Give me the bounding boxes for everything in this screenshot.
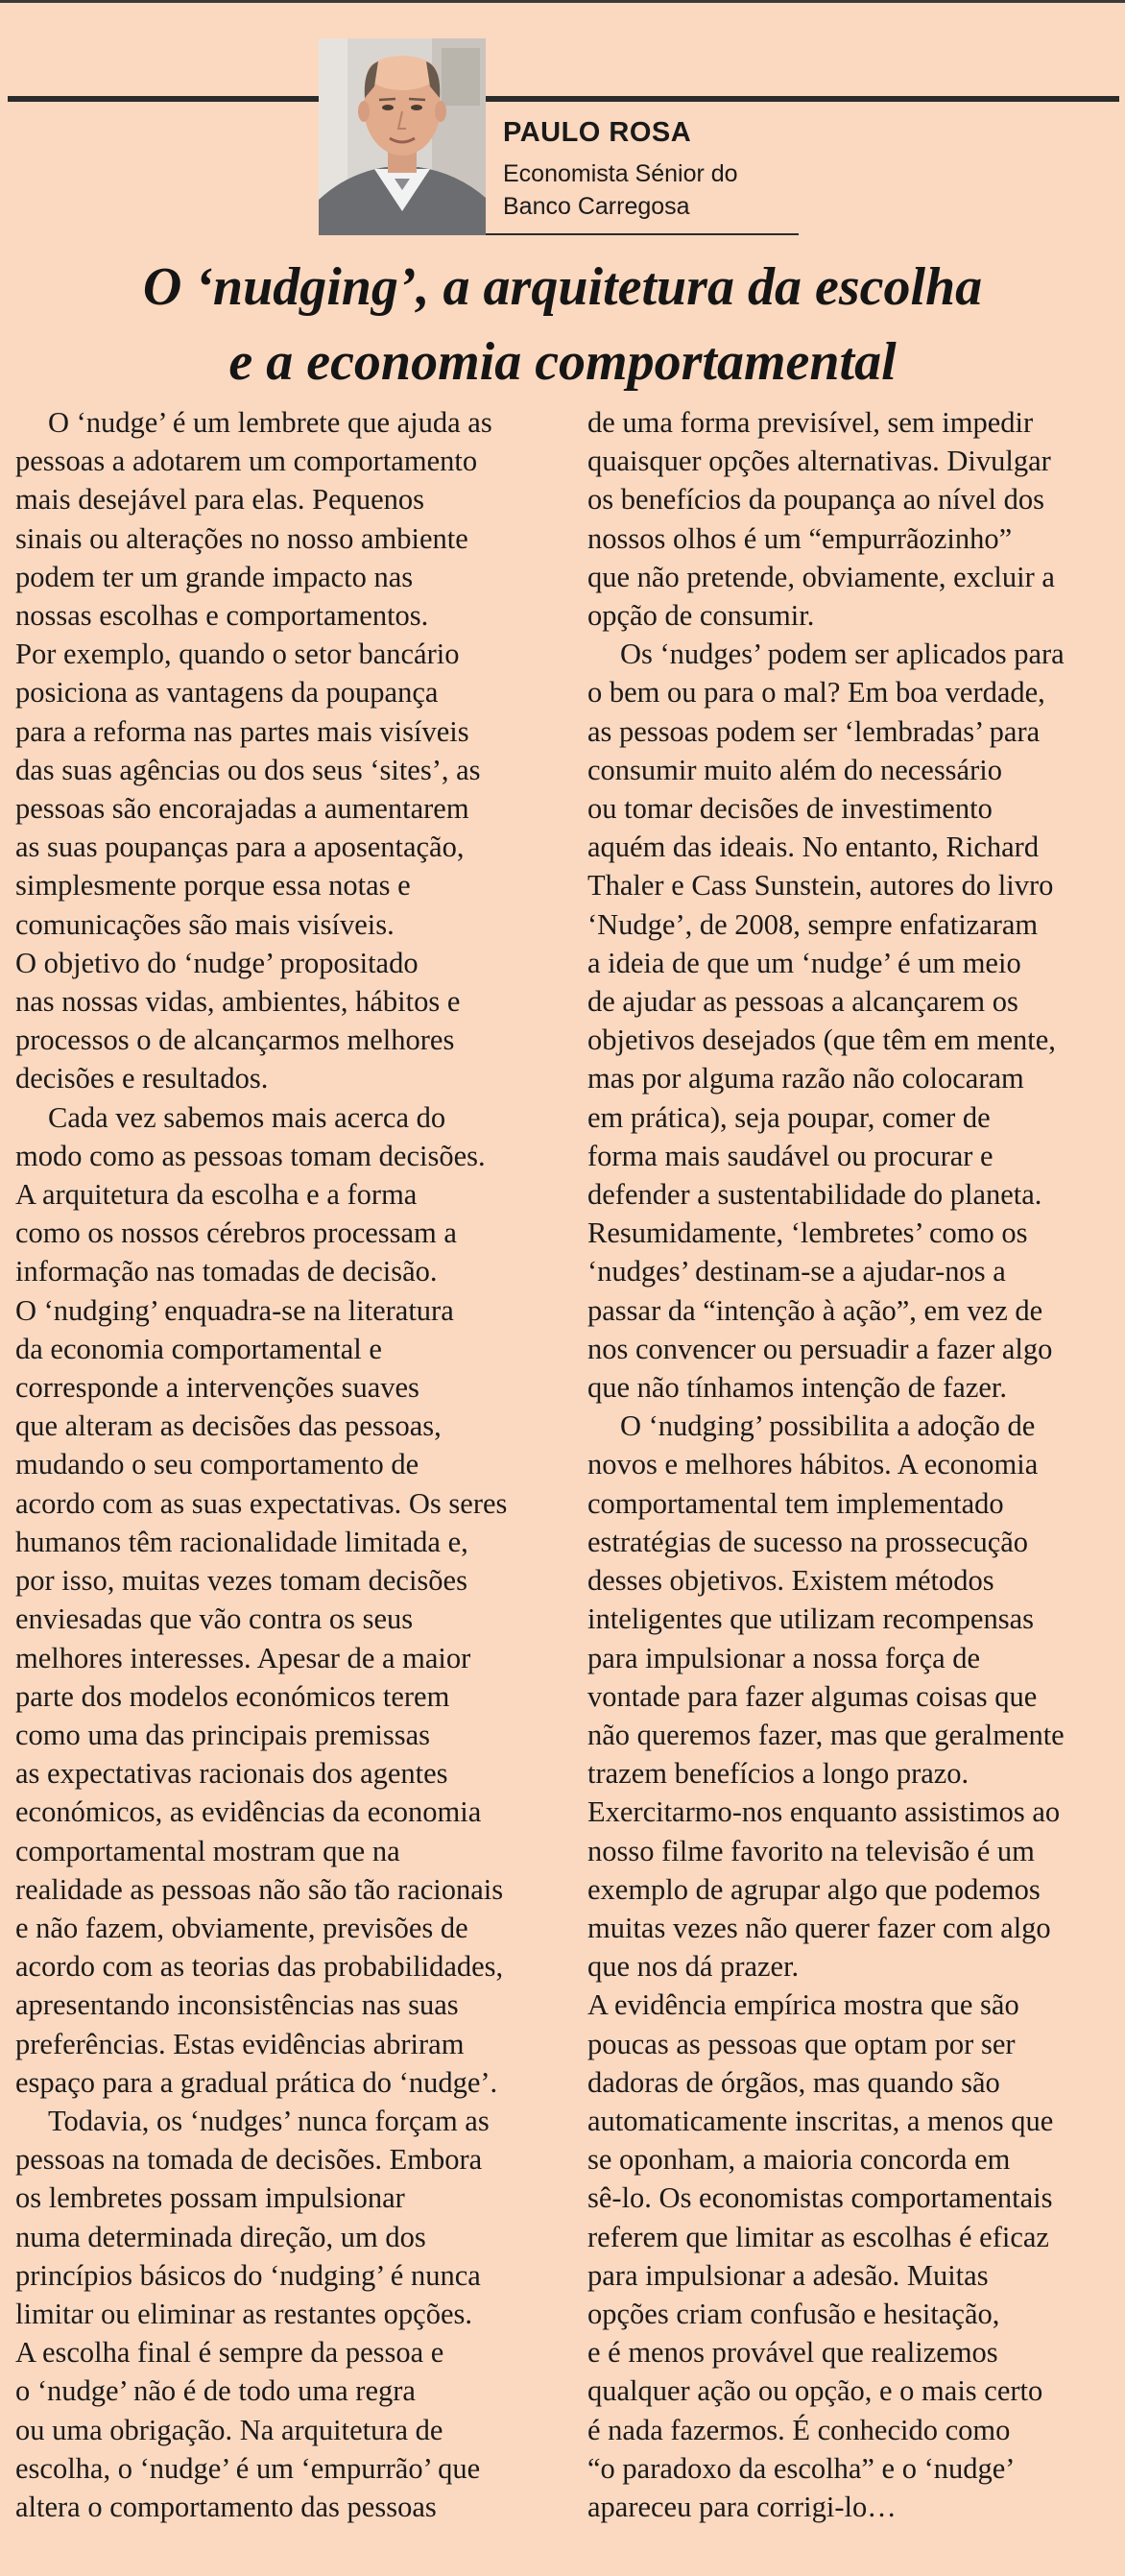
article-text-line: Cada vez sabemos mais acerca do: [48, 1100, 446, 1134]
header-rule: [8, 96, 1119, 102]
article-text-line: os lembretes possam impulsionar: [15, 2181, 405, 2215]
article-text-line: pessoas na tomada de decisões. Embora: [15, 2143, 483, 2177]
article-text-line: sinais ou alterações no nosso ambiente: [15, 521, 468, 555]
article-text-line: e não fazem, obviamente, previsões de: [15, 1911, 468, 1944]
article-text-line: das suas agências ou dos seus ‘sites’, as: [15, 753, 481, 786]
article-text-line: que alteram as decisões das pessoas,: [15, 1409, 442, 1443]
author-role-line-2: Banco Carregosa: [503, 193, 690, 220]
article-text-line: Todavia, os ‘nudges’ nunca forçam as: [48, 2104, 490, 2137]
article-text-line: como uma das principais premissas: [15, 1718, 430, 1751]
article-headline: [0, 250, 1125, 399]
article-text-line: O objetivo do ‘nudge’ propositado: [15, 946, 419, 979]
author-underline-rule: [486, 233, 799, 235]
article-text-line: informação nas tomadas de decisão.: [15, 1255, 438, 1288]
article-text-line: decisões e resultados.: [15, 1062, 269, 1095]
article-text-line: em prática), seja poupar, comer de: [587, 1100, 991, 1134]
article-text-line: O ‘nudge’ é um lembrete que ajuda as: [48, 406, 492, 439]
article-text-line: ‘Nudge’, de 2008, sempre enfatizaram: [587, 907, 1039, 941]
article-text-line: pessoas são encorajadas a aumentarem: [15, 792, 469, 826]
article-text-line: estratégias de sucesso na prossecução: [587, 1525, 1029, 1558]
article-text-line: defender a sustentabilidade do planeta.: [587, 1178, 1042, 1212]
article-text-line: ‘nudges’ destinam-se a ajudar-nos a: [587, 1255, 1006, 1288]
article-text-line: princípios básicos do ‘nudging’ é nunca: [15, 2258, 481, 2292]
article-text-line: apresentando inconsistências nas suas: [15, 1988, 459, 2022]
article-text-line: que não pretende, obviamente, excluir a: [587, 560, 1055, 593]
author-byline: [486, 104, 793, 234]
article-text-line: a ideia de que um ‘nudge’ é um meio: [587, 946, 1021, 979]
article-text-line: para impulsionar a adesão. Muitas: [587, 2258, 989, 2292]
article-text-line: vontade para fazer algumas coisas que: [587, 1679, 1038, 1713]
article-text-line: como os nossos cérebros processam a: [15, 1216, 457, 1250]
article-text-line: Thaler e Cass Sunstein, autores do livro: [587, 869, 1054, 903]
article-text-line: processos o de alcançarmos melhores: [15, 1023, 455, 1057]
article-text-line: enviesadas que vão contra os seus: [15, 1602, 414, 1636]
article-column-left: [15, 403, 553, 2526]
article-text-line: quaisquer opções alternativas. Divulgar: [587, 445, 1051, 478]
article-text-line: humanos têm racionalidade limitada e,: [15, 1525, 468, 1558]
article-text-line: automaticamente inscritas, a menos que: [587, 2104, 1054, 2137]
article-text-line: nosso filme favorito na televisão é um: [587, 1834, 1035, 1867]
article-text-line: passar da “intenção à ação”, em vez de: [587, 1293, 1043, 1327]
article-text-line: A evidência empírica mostra que são: [587, 1988, 1019, 2022]
article-text-line: aquém das ideais. No entanto, Richard: [587, 831, 1040, 864]
article-text-line: opções criam confusão e hesitação,: [587, 2297, 1000, 2330]
article-text-line: nos convencer ou persuadir a fazer algo: [587, 1332, 1053, 1365]
article-text-line: opção de consumir.: [587, 599, 815, 633]
article-text-line: o ‘nudge’ não é de todo uma regra: [15, 2374, 416, 2408]
article-text-line: comunicações são mais visíveis.: [15, 907, 395, 941]
article-text-line: corresponde a intervenções suaves: [15, 1371, 419, 1405]
headline-line-1: O ‘nudging’, a arquitetura da escolha: [142, 257, 983, 317]
article-text-line: espaço para a gradual prática do ‘nudge’.: [15, 2065, 498, 2099]
article-text-line: Os ‘nudges’ podem ser aplicados para: [620, 638, 1065, 671]
headline-line-2: e a economia comportamental: [228, 332, 897, 392]
article-text-line: objetivos desejados (que têm em mente,: [587, 1023, 1056, 1057]
article-text-line: ou uma obrigação. Na arquitetura de: [15, 2413, 443, 2446]
article-text-line: as pessoas podem ser ‘lembradas’ para: [587, 714, 1041, 748]
article-text-line: acordo com as teorias das probabilidades,: [15, 1950, 504, 1984]
article-text-line: económicos, as evidências da economia: [15, 1795, 482, 1829]
article-text-line: exemplo de agrupar algo que podemos: [587, 1872, 1041, 1906]
article-text-line: A escolha final é sempre da pessoa e: [15, 2336, 444, 2370]
article-text-line: se oponham, a maioria concorda em: [587, 2143, 1011, 2177]
article-text-line: preferências. Estas evidências abriram: [15, 2027, 465, 2060]
article-text-line: comportamental mostram que na: [15, 1834, 400, 1867]
article-text-line: altera o comportamento das pessoas: [15, 2490, 437, 2523]
author-photo: [319, 38, 486, 235]
article-text-line: numa determinada direção, um dos: [15, 2220, 426, 2253]
article-text-line: mas por alguma razão não colocaram: [587, 1062, 1024, 1095]
article-text-line: parte dos modelos económicos terem: [15, 1679, 450, 1713]
article-text-line: apareceu para corrigi-lo…: [587, 2490, 897, 2523]
article-text-line: qualquer ação ou opção, e o mais certo: [587, 2374, 1043, 2408]
article-text-line: que nos dá prazer.: [587, 1950, 800, 1984]
author-role-line-1: Economista Sénior do: [503, 160, 738, 187]
article-text-line: O ‘nudging’ possibilita a adoção de: [620, 1409, 1036, 1443]
article-text-line: e é menos provável que realizemos: [587, 2336, 998, 2370]
article-text-line: “o paradoxo da escolha” e o ‘nudge’: [587, 2451, 1016, 2485]
article-text-line: de uma forma previsível, sem impedir: [587, 406, 1034, 439]
article-text-line: novos e melhores hábitos. A economia: [587, 1448, 1039, 1481]
article-text-line: dadoras de órgãos, mas quando são: [587, 2065, 1000, 2099]
article-text-line: podem ter um grande impacto nas: [15, 560, 414, 593]
article-text-line: para a reforma nas partes mais visíveis: [15, 714, 469, 748]
article-text-line: é nada fazermos. É conhecido como: [587, 2413, 1011, 2446]
article-text-line: referem que limitar as escolhas é eficaz: [587, 2220, 1049, 2253]
article-text-line: Exercitarmo-nos enquanto assistimos ao: [587, 1795, 1061, 1829]
article-text-line: melhores interesses. Apesar de a maior: [15, 1641, 471, 1674]
author-portrait-image: [319, 38, 486, 235]
article-text-line: poucas as pessoas que optam por ser: [587, 2027, 1016, 2060]
article-text-line: da economia comportamental e: [15, 1332, 382, 1365]
article-text-line: mudando o seu comportamento de: [15, 1448, 419, 1481]
article-text-line: por isso, muitas vezes tomam decisões: [15, 1564, 467, 1598]
author-role: [503, 157, 791, 223]
article-text-line: mais desejável para elas. Pequenos: [15, 483, 425, 517]
article-text-line: Por exemplo, quando o setor bancário: [15, 638, 460, 671]
article-text-line: as expectativas racionais dos agentes: [15, 1757, 448, 1791]
article-text-line: os benefícios da poupança ao nível dos: [587, 483, 1044, 517]
article-text-line: nossas escolhas e comportamentos.: [15, 599, 429, 633]
article-text-line: acordo com as suas expectativas. Os seres: [15, 1486, 508, 1520]
top-border-rule: [0, 0, 1125, 3]
article-text-line: para impulsionar a nossa força de: [587, 1641, 981, 1674]
article-text-line: realidade as pessoas não são tão racionais: [15, 1872, 504, 1906]
article-text-line: limitar ou eliminar as restantes opções.: [15, 2297, 472, 2330]
article-text-line: consumir muito além do necessário: [587, 753, 1002, 786]
article-text-line: nossos olhos é um “empurrãozinho”: [587, 521, 1013, 555]
article-text-line: inteligentes que utilizam recompensas: [587, 1602, 1034, 1636]
article-text-line: que não tínhamos intenção de fazer.: [587, 1371, 1007, 1405]
article-text-line: O ‘nudging’ enquadra-se na literatura: [15, 1293, 454, 1327]
article-text-line: sê-lo. Os economistas comportamentais: [587, 2181, 1053, 2215]
article-text-line: trazem benefícios a longo prazo.: [587, 1757, 969, 1791]
article-text-line: Resumidamente, ‘lembretes’ como os: [587, 1216, 1028, 1250]
article-text-line: pessoas a adotarem um comportamento: [15, 445, 478, 478]
article-text-line: muitas vezes não querer fazer com algo: [587, 1911, 1051, 1944]
article-text-line: simplesmente porque essa notas e: [15, 869, 411, 903]
article-text-line: não queremos fazer, mas que geralmente: [587, 1718, 1065, 1751]
article-text-line: posiciona as vantagens da poupança: [15, 676, 439, 710]
article-text-line: modo como as pessoas tomam decisões.: [15, 1139, 486, 1172]
article-text-line: nas nossas vidas, ambientes, hábitos e: [15, 985, 461, 1019]
article-text-line: forma mais saudável ou procurar e: [587, 1139, 993, 1172]
article-text-line: desses objetivos. Existem métodos: [587, 1564, 994, 1598]
article-column-right: [587, 403, 1125, 2526]
article-text-line: A arquitetura da escolha e a forma: [15, 1178, 418, 1212]
article-text-line: as suas poupanças para a aposentação,: [15, 831, 465, 864]
article-text-line: comportamental tem implementado: [587, 1486, 1004, 1520]
article-text-line: escolha, o ‘nudge’ é um ‘empurrão’ que: [15, 2451, 481, 2485]
author-name: PAULO ROSA: [503, 117, 692, 148]
article-text-line: de ajudar as pessoas a alcançarem os: [587, 985, 1018, 1019]
article-text-line: o bem ou para o mal? Em boa verdade,: [587, 676, 1045, 710]
article-text-line: ou tomar decisões de investimento: [587, 792, 993, 826]
